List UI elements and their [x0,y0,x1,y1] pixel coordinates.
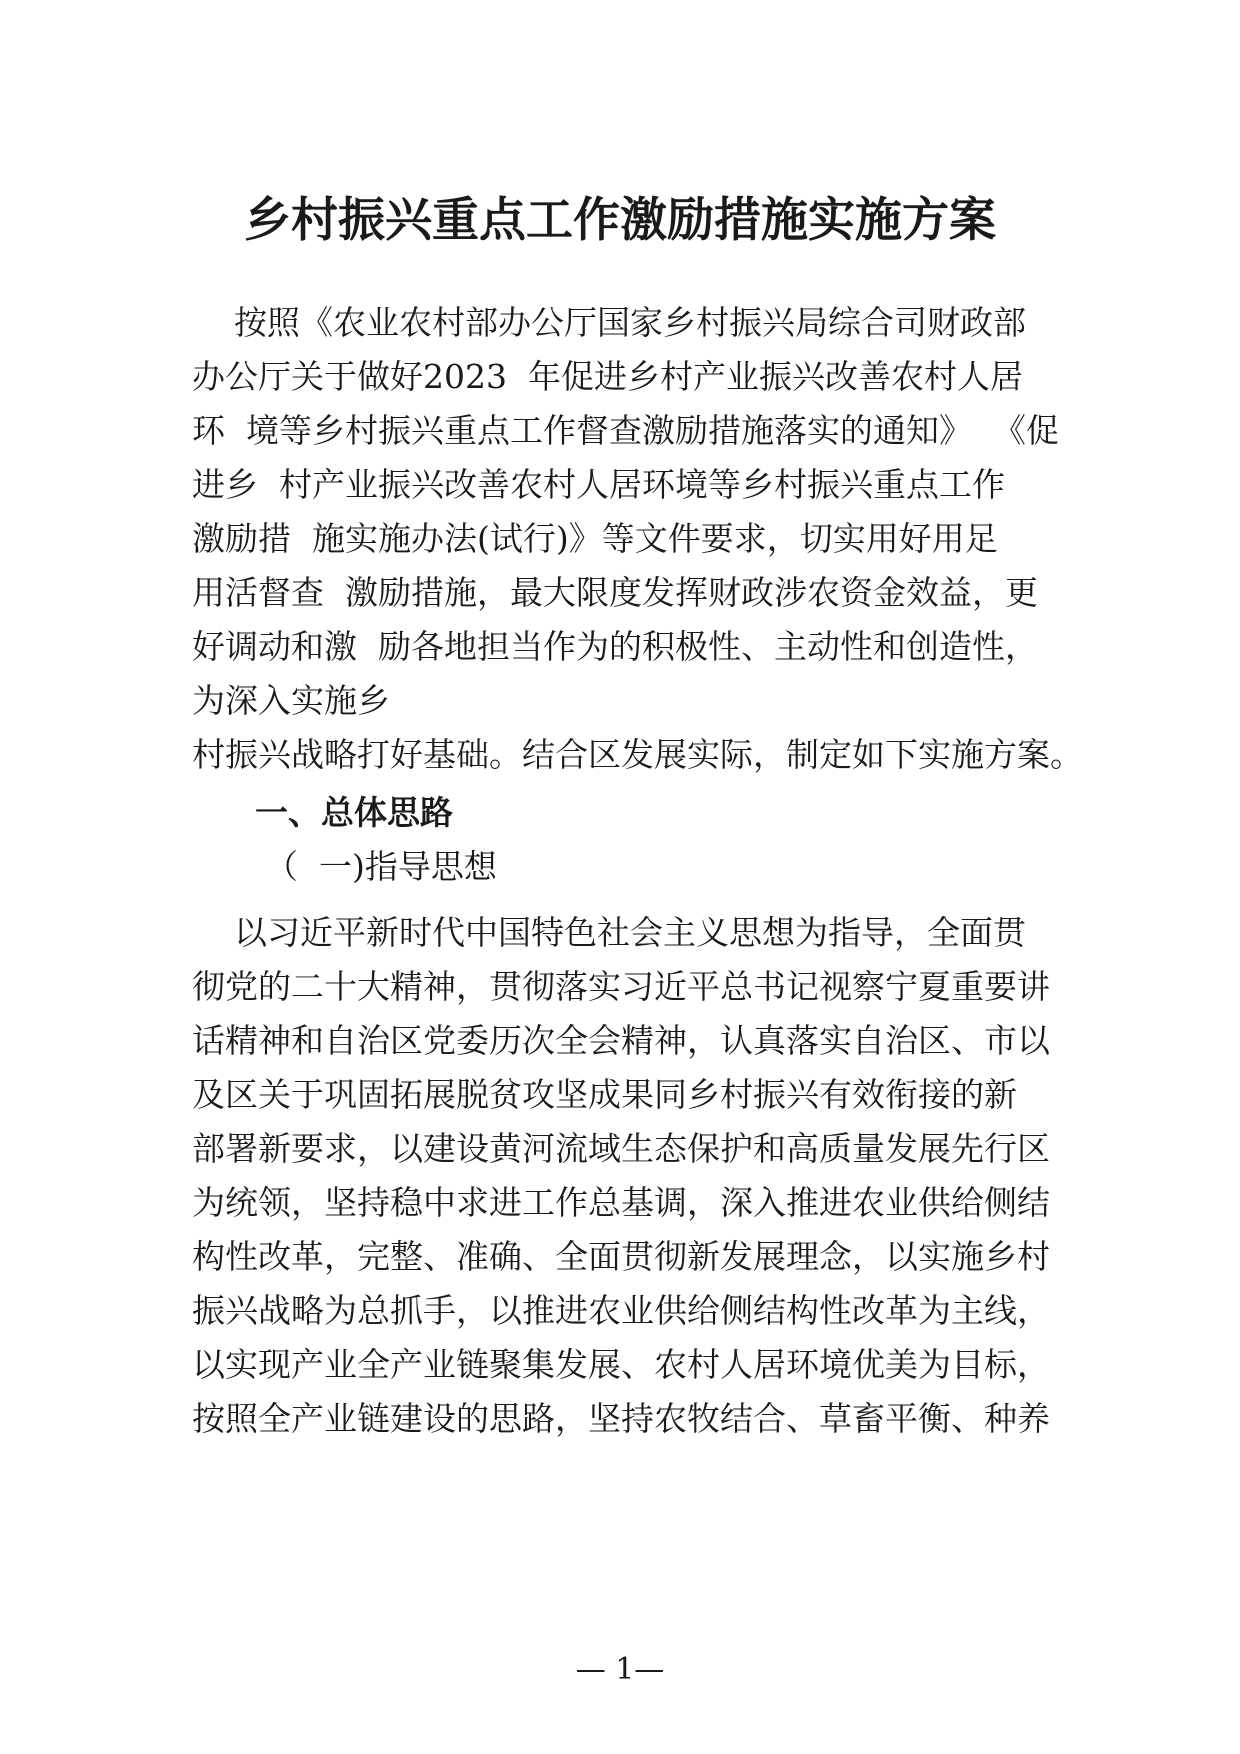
intro-line: 环 境等乡村振兴重点工作督查激励措施落实的通知》 《促 [192,411,1059,450]
document-title: 乡村振兴重点工作激励措施实施方案 [244,193,996,248]
intro-line: 按照《农业农村部办公厅国家乡村振兴局综合司财政部 [192,303,1026,342]
intro-line: 办公厅关于做好2023 年促进乡村产业振兴改善农村人居 [192,357,1023,396]
body-line: 部署新要求，以建设黄河流域生态保护和高质量发展先行区 [192,1129,1050,1168]
body-line: 以习近平新时代中国特色社会主义思想为指导，全面贯 [192,913,1026,952]
page-number: — 1— [575,1652,665,1687]
section-heading: 一、总体思路 [255,793,453,832]
body-line: 按照全产业链建设的思路，坚持农牧结合、草畜平衡、种养 [192,1399,1050,1438]
body-line: 及区关于巩固拓展脱贫攻坚成果同乡村振兴有效衔接的新 [192,1075,1017,1114]
body-line: 彻党的二十大精神，贯彻落实习近平总书记视察宁夏重要讲 [192,967,1050,1006]
body-line: 以实现产业全产业链聚集发展、农村人居环境优美为目标， [192,1345,1050,1384]
intro-line: 为深入实施乡 [192,681,390,720]
intro-line: 村振兴战略打好基础。结合区发展实际，制定如下实施方案。 [192,735,1083,774]
intro-line: 激励措 施实施办法(试行)》等文件要求，切实用好用足 [192,519,998,558]
body-line: 构性改革，完整、准确、全面贯彻新发展理念，以实施乡村 [192,1237,1050,1276]
body-line: 话精神和自治区党委历次全会精神，认真落实自治区、市以 [192,1021,1050,1060]
subsection-heading: （ 一)指导思想 [265,847,497,886]
intro-line: 好调动和激 励各地担当作为的积极性、主动性和创造性， [192,627,1038,666]
body-line: 振兴战略为总抓手，以推进农业供给侧结构性改革为主线， [192,1291,1050,1330]
intro-line: 用活督查 激励措施，最大限度发挥财政涉农资金效益，更 [192,573,1038,612]
body-line: 为统领，坚持稳中求进工作总基调，深入推进农业供给侧结 [192,1183,1050,1222]
intro-line: 进乡 村产业振兴改善农村人居环境等乡村振兴重点工作 [192,465,1005,504]
